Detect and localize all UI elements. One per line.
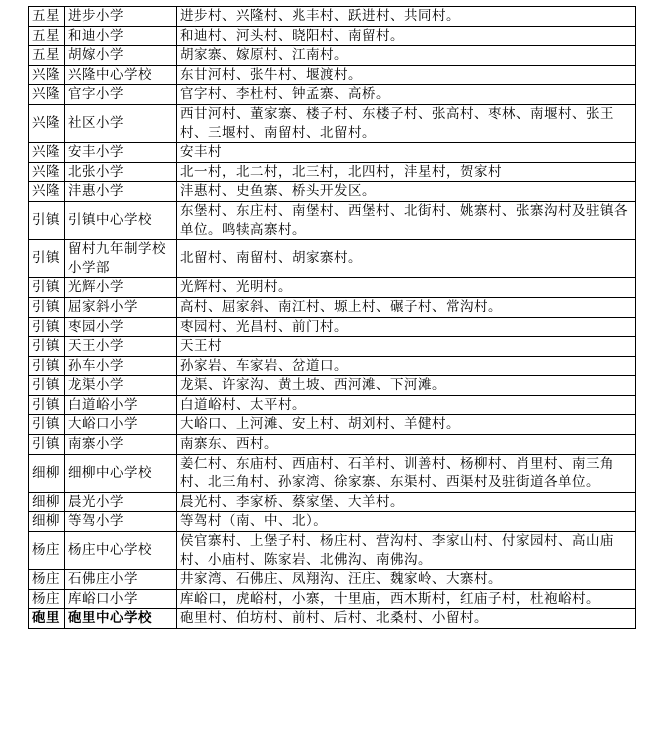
town-cell: 五星 <box>29 46 65 66</box>
enrollment-zone-table <box>28 6 636 629</box>
school-cell: 和迪小学 <box>65 26 177 46</box>
table-row <box>29 143 636 163</box>
school-cell: 北张小学 <box>65 162 177 182</box>
area-cell: 白道峪村、太平村。 <box>177 395 636 415</box>
table-row <box>29 395 636 415</box>
area-cell: 龙渠、许家沟、黄土坡、西河滩、下河滩。 <box>177 376 636 396</box>
table-row <box>29 376 636 396</box>
table-row <box>29 65 636 85</box>
school-cell: 晨光小学 <box>65 492 177 512</box>
town-cell: 兴隆 <box>29 182 65 202</box>
town-cell: 兴隆 <box>29 65 65 85</box>
school-cell: 白道峪小学 <box>65 395 177 415</box>
town-cell: 五星 <box>29 7 65 27</box>
town-cell: 兴隆 <box>29 143 65 163</box>
town-cell: 五星 <box>29 26 65 46</box>
town-cell: 引镇 <box>29 201 65 239</box>
area-cell: 安丰村 <box>177 143 636 163</box>
school-cell: 进步小学 <box>65 7 177 27</box>
town-cell: 杨庄 <box>29 589 65 609</box>
town-cell: 引镇 <box>29 317 65 337</box>
town-cell: 引镇 <box>29 297 65 317</box>
table-row <box>29 85 636 105</box>
table-row <box>29 104 636 142</box>
area-cell: 沣惠村、史鱼寨、桥头开发区。 <box>177 182 636 202</box>
town-cell: 引镇 <box>29 435 65 455</box>
area-cell: 南寨东、西村。 <box>177 435 636 455</box>
area-cell: 东堡村、东庄村、南堡村、西堡村、北街村、姚寨村、张寨沟村及驻镇各单位。鸣犊高寨村。 <box>177 201 636 239</box>
table-row <box>29 454 636 492</box>
school-cell: 屈家斜小学 <box>65 297 177 317</box>
area-cell: 高村、屈家斜、南江村、塬上村、碾子村、常沟村。 <box>177 297 636 317</box>
area-cell: 北留村、南留村、胡家寨村。 <box>177 240 636 278</box>
area-cell: 和迪村、河头村、晓阳村、南留村。 <box>177 26 636 46</box>
table-row <box>29 570 636 590</box>
table-row <box>29 435 636 455</box>
school-cell: 细柳中心学校 <box>65 454 177 492</box>
area-cell: 光辉村、光明村。 <box>177 278 636 298</box>
table-row <box>29 46 636 66</box>
area-cell: 砲里村、伯坊村、前村、后村、北桑村、小留村。 <box>177 609 636 629</box>
town-cell: 兴隆 <box>29 162 65 182</box>
area-cell: 天王村 <box>177 337 636 357</box>
table-row <box>29 532 636 570</box>
school-cell: 石佛庄小学 <box>65 570 177 590</box>
area-cell: 东甘河村、张牛村、堰渡村。 <box>177 65 636 85</box>
school-cell: 大峪口小学 <box>65 415 177 435</box>
table-row <box>29 182 636 202</box>
area-cell: 井家湾、石佛庄、凤翔沟、汪庄、魏家岭、大寨村。 <box>177 570 636 590</box>
school-cell: 社区小学 <box>65 104 177 142</box>
table-row <box>29 317 636 337</box>
area-cell: 西甘河村、董家寨、楼子村、东楼子村、张高村、枣林、南堰村、张王村、三堰村、南留村、北留村。 <box>177 104 636 142</box>
school-cell: 安丰小学 <box>65 143 177 163</box>
town-cell: 引镇 <box>29 376 65 396</box>
table-row <box>29 278 636 298</box>
town-cell: 细柳 <box>29 492 65 512</box>
town-cell: 兴隆 <box>29 85 65 105</box>
town-cell: 砲里 <box>29 609 65 629</box>
school-cell: 天王小学 <box>65 337 177 357</box>
table-row <box>29 240 636 278</box>
town-cell: 细柳 <box>29 454 65 492</box>
school-cell: 光辉小学 <box>65 278 177 298</box>
table-row <box>29 512 636 532</box>
area-cell: 晨光村、李家桥、蔡家堡、大羊村。 <box>177 492 636 512</box>
area-cell: 侯官寨村、上堡子村、杨庄村、营沟村、李家山村、付家园村、高山庙村、小庙村、陈家岩、北佛沟、南佛沟。 <box>177 532 636 570</box>
table-row <box>29 201 636 239</box>
table-row <box>29 162 636 182</box>
school-cell: 砲里中心学校 <box>65 609 177 629</box>
area-cell: 进步村、兴隆村、兆丰村、跃进村、共同村。 <box>177 7 636 27</box>
school-cell: 兴隆中心学校 <box>65 65 177 85</box>
school-cell: 胡嫁小学 <box>65 46 177 66</box>
town-cell: 引镇 <box>29 240 65 278</box>
table-row <box>29 415 636 435</box>
school-cell: 库峪口小学 <box>65 589 177 609</box>
school-cell: 杨庄中心学校 <box>65 532 177 570</box>
table-row <box>29 356 636 376</box>
town-cell: 引镇 <box>29 337 65 357</box>
table-row <box>29 337 636 357</box>
table-row <box>29 297 636 317</box>
town-cell: 杨庄 <box>29 532 65 570</box>
table-row <box>29 492 636 512</box>
school-cell: 沣惠小学 <box>65 182 177 202</box>
school-cell: 官字小学 <box>65 85 177 105</box>
table-row <box>29 589 636 609</box>
area-cell: 官字村、李杜村、钟孟寨、高桥。 <box>177 85 636 105</box>
school-cell: 南寨小学 <box>65 435 177 455</box>
town-cell: 引镇 <box>29 395 65 415</box>
town-cell: 引镇 <box>29 356 65 376</box>
town-cell: 兴隆 <box>29 104 65 142</box>
town-cell: 引镇 <box>29 278 65 298</box>
school-cell: 龙渠小学 <box>65 376 177 396</box>
area-cell: 姜仁村、东庙村、西庙村、石羊村、训善村、杨柳村、肖里村、南三角村、北三角村、孙家湾、徐家寨、东渠村、西渠村及驻街道各单位。 <box>177 454 636 492</box>
area-cell: 胡家寨、嫁原村、江南村。 <box>177 46 636 66</box>
school-cell: 引镇中心学校 <box>65 201 177 239</box>
table-row <box>29 26 636 46</box>
school-cell: 枣园小学 <box>65 317 177 337</box>
zone-table-body <box>29 7 636 629</box>
table-row <box>29 7 636 27</box>
area-cell: 孙家岩、车家岩、岔道口。 <box>177 356 636 376</box>
area-cell: 枣园村、光昌村、前门村。 <box>177 317 636 337</box>
area-cell: 北一村，北二村，北三村，北四村，沣星村，贺家村 <box>177 162 636 182</box>
area-cell: 库峪口，虎峪村，小寨，十里庙，西木斯村，红庙子村，杜袍峪村。 <box>177 589 636 609</box>
school-cell: 等驾小学 <box>65 512 177 532</box>
town-cell: 杨庄 <box>29 570 65 590</box>
town-cell: 引镇 <box>29 415 65 435</box>
school-cell: 留村九年制学校小学部 <box>65 240 177 278</box>
table-row <box>29 609 636 629</box>
area-cell: 等驾村（南、中、北）。 <box>177 512 636 532</box>
area-cell: 大峪口、上河滩、安上村、胡刘村、羊健村。 <box>177 415 636 435</box>
town-cell: 细柳 <box>29 512 65 532</box>
school-cell: 孙车小学 <box>65 356 177 376</box>
